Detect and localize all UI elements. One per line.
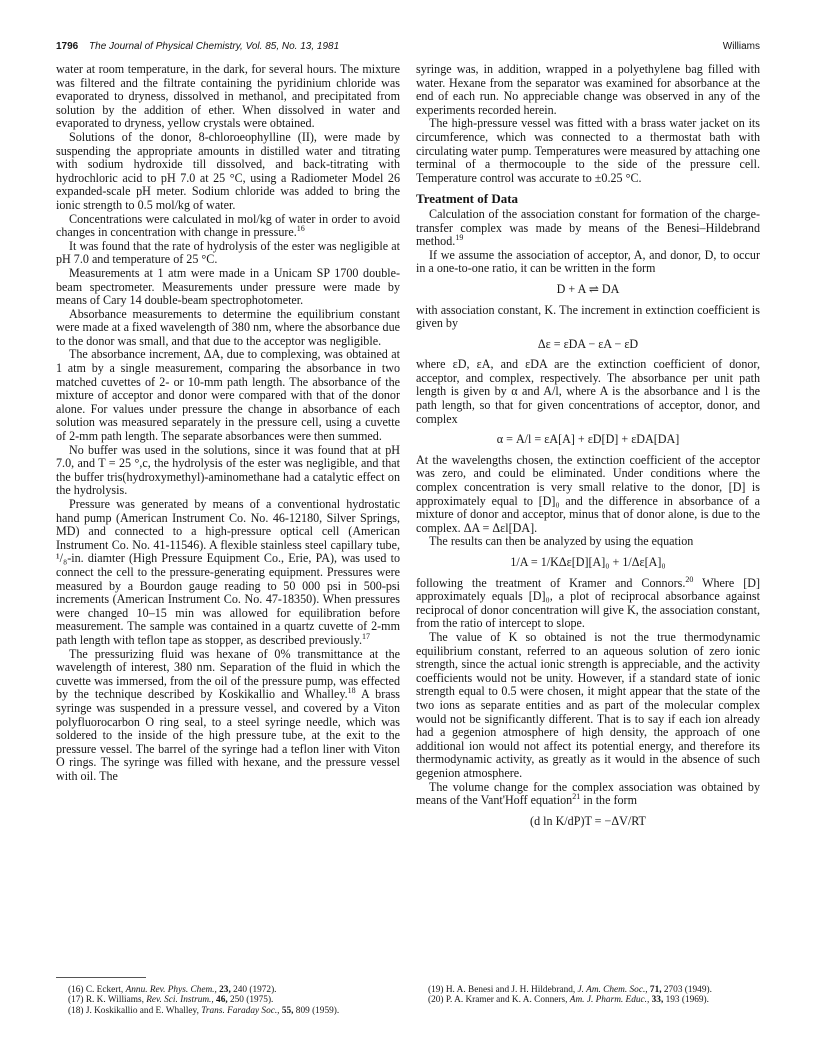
paragraph: Calculation of the association constant for formation of the charge-transfer complex was made by means of the Benesi–Hildebrand method.$^{19}$ xyxy=(416,206,760,249)
page-number: 1796 xyxy=(56,41,79,52)
equation-benesi-hildebrand: 1/A = 1/KΔε[D][A]₀ + 1/Δε[A]₀ xyxy=(510,555,666,569)
equation-extinction: Δε = εDA − εA − εD xyxy=(537,336,639,351)
reference-marker: 18 xyxy=(347,686,356,696)
equation-association: D + A ⇌ DA xyxy=(556,281,620,296)
paragraph: Absorbance measurements to determine the equilibrium constant were made at a fixed wavelength of 380 nm, where the absorbance due to the donor was small, and that due to the acceptor was negligible. xyxy=(56,306,400,348)
footnote: (16) C. Eckert, Annu. Rev. Phys. Chem., 23, 240 (1972). xyxy=(68,985,277,995)
footnote: (20) P. A. Kramer and K. A. Conners, Am. J. Pharm. Educ., 33, 193 (1969). xyxy=(428,995,709,1006)
equation-vant-hoff: (d ln K/dP)T = −ΔV/RT xyxy=(530,813,646,828)
equation-absorbance: α = A/l = εA[A] + εD[D] + εDA[DA] xyxy=(496,432,680,447)
paragraph: Pressure was generated by means of a conventional hydrostatic hand pump (American Instrument Co. No. 46-12180, Silver Springs, MD) and connected to a high-pressure optical cell (American Instrument Co. No. 41-11546). A flexible stainless steel capillary tube, ¹/₈-in. diamter (High Pressure Equipment Co., Erie, PA), was used to connect the cell to the pressure-generating equipment. Pressures were measured by a Bourdon gauge reading to 50 000 psi in 500-psi increments (American Instrument Co. No. 47-18350). When pressures were changed 10–15 min was allowed for equilibration before measurement. The sample was contained in a quartz cuvette of 2-mm path length with teflon tape as stopper, as described previously.$^{17}$ xyxy=(56,497,400,647)
paragraph: Concentrations were calculated in mol/kg of water in order to avoid changes in concentration with change in pressure.$^{16}$ xyxy=(56,211,400,240)
reference-marker: 20 xyxy=(685,574,694,584)
paragraph: The pressurizing fluid was hexane of 0% transmittance at the wavelength of interest, 380 nm. Separation of the fluid in which the cuvette was immersed, from the oil of the pressure pump, was effected by the technique described by Koskikallio and Whalley.$^{18}$ A brass syringe was suspended in a pressure vessel, and covered by a Viton polyfluorocarbon O ring seal, to a steel syringe needle, which was soldered to the inside of the high pressure tube, at the exit to the pressure vessel. The barrel of the syringe had a teflon liner with Viton O rings. The syringe was filled with hexane, and the pressure vessel with oil. The xyxy=(56,646,400,783)
reference-marker: 19 xyxy=(455,233,464,243)
reference-marker: 16 xyxy=(296,224,305,234)
paragraph: with association constant, K. The increment in extinction coefficient is given by xyxy=(416,302,760,331)
reference-marker: 21 xyxy=(572,792,581,802)
paragraph: The value of K so obtained is not the true thermodynamic equilibrium constant, referred to an aqueous solution of zero ionic strength, since the actual ionic strength is appreciable, and the activity coefficients would not be unity. However, if a standard state of ionic strength equal to 0.5 were chosen, it might appear that the state of the two ions as separate entities and as part of the molecular complex would not be significantly different. That is to say if each ion already had a gegenion atmosphere of high density, the approach of one additional ion would not affect its potential energy, and therefore its thermodynamic activity, as greatly as it would in the absence of such gegenion atmosphere. xyxy=(416,629,760,780)
paragraph: where εD, εA, and εDA are the extinction coefficient of donor, acceptor, and complex, respectively. The absorbance per unit path length is given by α and A/l, where A is the absorbance and l is the path length, so that for given concentrations of acceptor, donor, and complex xyxy=(416,357,760,426)
footnote: (19) H. A. Benesi and J. H. Hildebrand, J. Am. Chem. Soc., 71, 2703 (1949). xyxy=(428,985,712,995)
right-column xyxy=(416,63,760,835)
left-column xyxy=(56,63,400,783)
footnote-rule xyxy=(56,977,146,978)
footnotes-right xyxy=(416,985,760,1006)
journal-citation: The Journal of Physical Chemistry, Vol. 85, No. 13, 1981 xyxy=(89,41,340,52)
paragraph: water at room temperature, in the dark, for several hours. The mixture was filtered and the filtrate containing the pyridinium chloride was evaporated to dryness, dissolved in methanol, and precipitated from solution by the addition of ether. When dissolved in water and evaporated to dryness, yellow crystals were obtained. xyxy=(56,62,400,131)
paragraph: Measurements at 1 atm were made in a Unicam SP 1700 double-beam spectrometer. Measurements under pressure were made by means of Cary 14 double-beam spectrophotometer. xyxy=(56,265,400,308)
paragraph: If we assume the association of acceptor, A, and donor, D, to occur in a one-to-one ratio, it can be written in the form xyxy=(416,247,760,276)
paragraph: The absorbance increment, ΔA, due to complexing, was obtained at 1 atm by a single measurement, comparing the absorbance in two matched cuvettes of 2- or 10-mm path length. The absorbance of the mixture of acceptor and donor were compared with that of the donor alone. For values under pressure the change in absorbance of each solution was measured separately in the pressure cell, using a cuvette of 2-mm path length. The separate absorbances were then summed. xyxy=(56,347,400,444)
paragraph: It was found that the rate of hydrolysis of the ester was negligible at pH 7.0 and temperature of 25 °C. xyxy=(56,238,400,267)
paragraph: The high-pressure vessel was fitted with a brass water jacket on its circumference, which was connected to a thermostat bath with circulating water pump. Temperatures were measured by attaching one terminal of a thermocouple to the side of the pressure cell. Temperature control was accurate to ±0.25 °C. xyxy=(416,116,760,185)
footnote: (17) R. K. Williams, Rev. Sci. Instrum., 46, 250 (1975). xyxy=(68,995,274,1006)
paragraph: No buffer was used in the solutions, since it was found that at pH 7.0, and T = 25 °,c, the hydrolysis of the ester was negligible, and that the buffer tris(hydroxymethyl)-aminomethane had a catalytic effect on the hydrolysis. xyxy=(56,442,400,498)
paragraph: following the treatment of Kramer and Connors.$^{20}$ Where [D] approximately equals [D]₀, a plot of reciprocal absorbance against reciprocal of donor concentration will give K, the association constant, from the ratio of intercept to slope. xyxy=(416,574,760,631)
paragraph: The results can then be analyzed by using the equation xyxy=(429,534,694,549)
paragraph: syringe was, in addition, wrapped in a polyethylene bag filled with water. Hexane from the separator was examined for absorbance at the end of each run. No appreciable change was observed in any of the experiments recorded herein. xyxy=(416,62,760,117)
section-heading: Treatment of Data xyxy=(416,191,519,207)
paragraph: At the wavelengths chosen, the extinction coefficient of the acceptor was zero, and could be eliminated. Under conditions where the complex concentration is very small relative to the donor, [D] is approximately equal to [D]₀ and the difference in absorbance of a mixture of donor and acceptor, minus that of donor alone, is due to the complex. ΔA = Δεl[DA]. xyxy=(416,452,760,535)
footnote: (18) J. Koskikallio and E. Whalley, Trans. Faraday Soc., 55, 809 (1959). xyxy=(68,1005,340,1016)
running-header xyxy=(56,41,760,55)
running-author: Williams xyxy=(722,41,760,52)
reference-marker: 17 xyxy=(362,631,371,641)
footnotes-left xyxy=(56,985,400,1016)
paragraph: Solutions of the donor, 8-chloroeophylline (II), were made by suspending the appropriate amounts in distilled water and titrating with sodium hydroxide till dissolved, and back-titrating with hydrochloric acid to pH 7.0 at 25 °C, using a Radiometer Model 26 expanded-scale pH meter. Sodium chloride was added to bring the ionic strength to 0.5 mol/kg of water. xyxy=(56,129,400,212)
paragraph: The volume change for the complex association was obtained by means of the Vant'Hoff equation$^{21}$ in the form xyxy=(416,779,760,808)
